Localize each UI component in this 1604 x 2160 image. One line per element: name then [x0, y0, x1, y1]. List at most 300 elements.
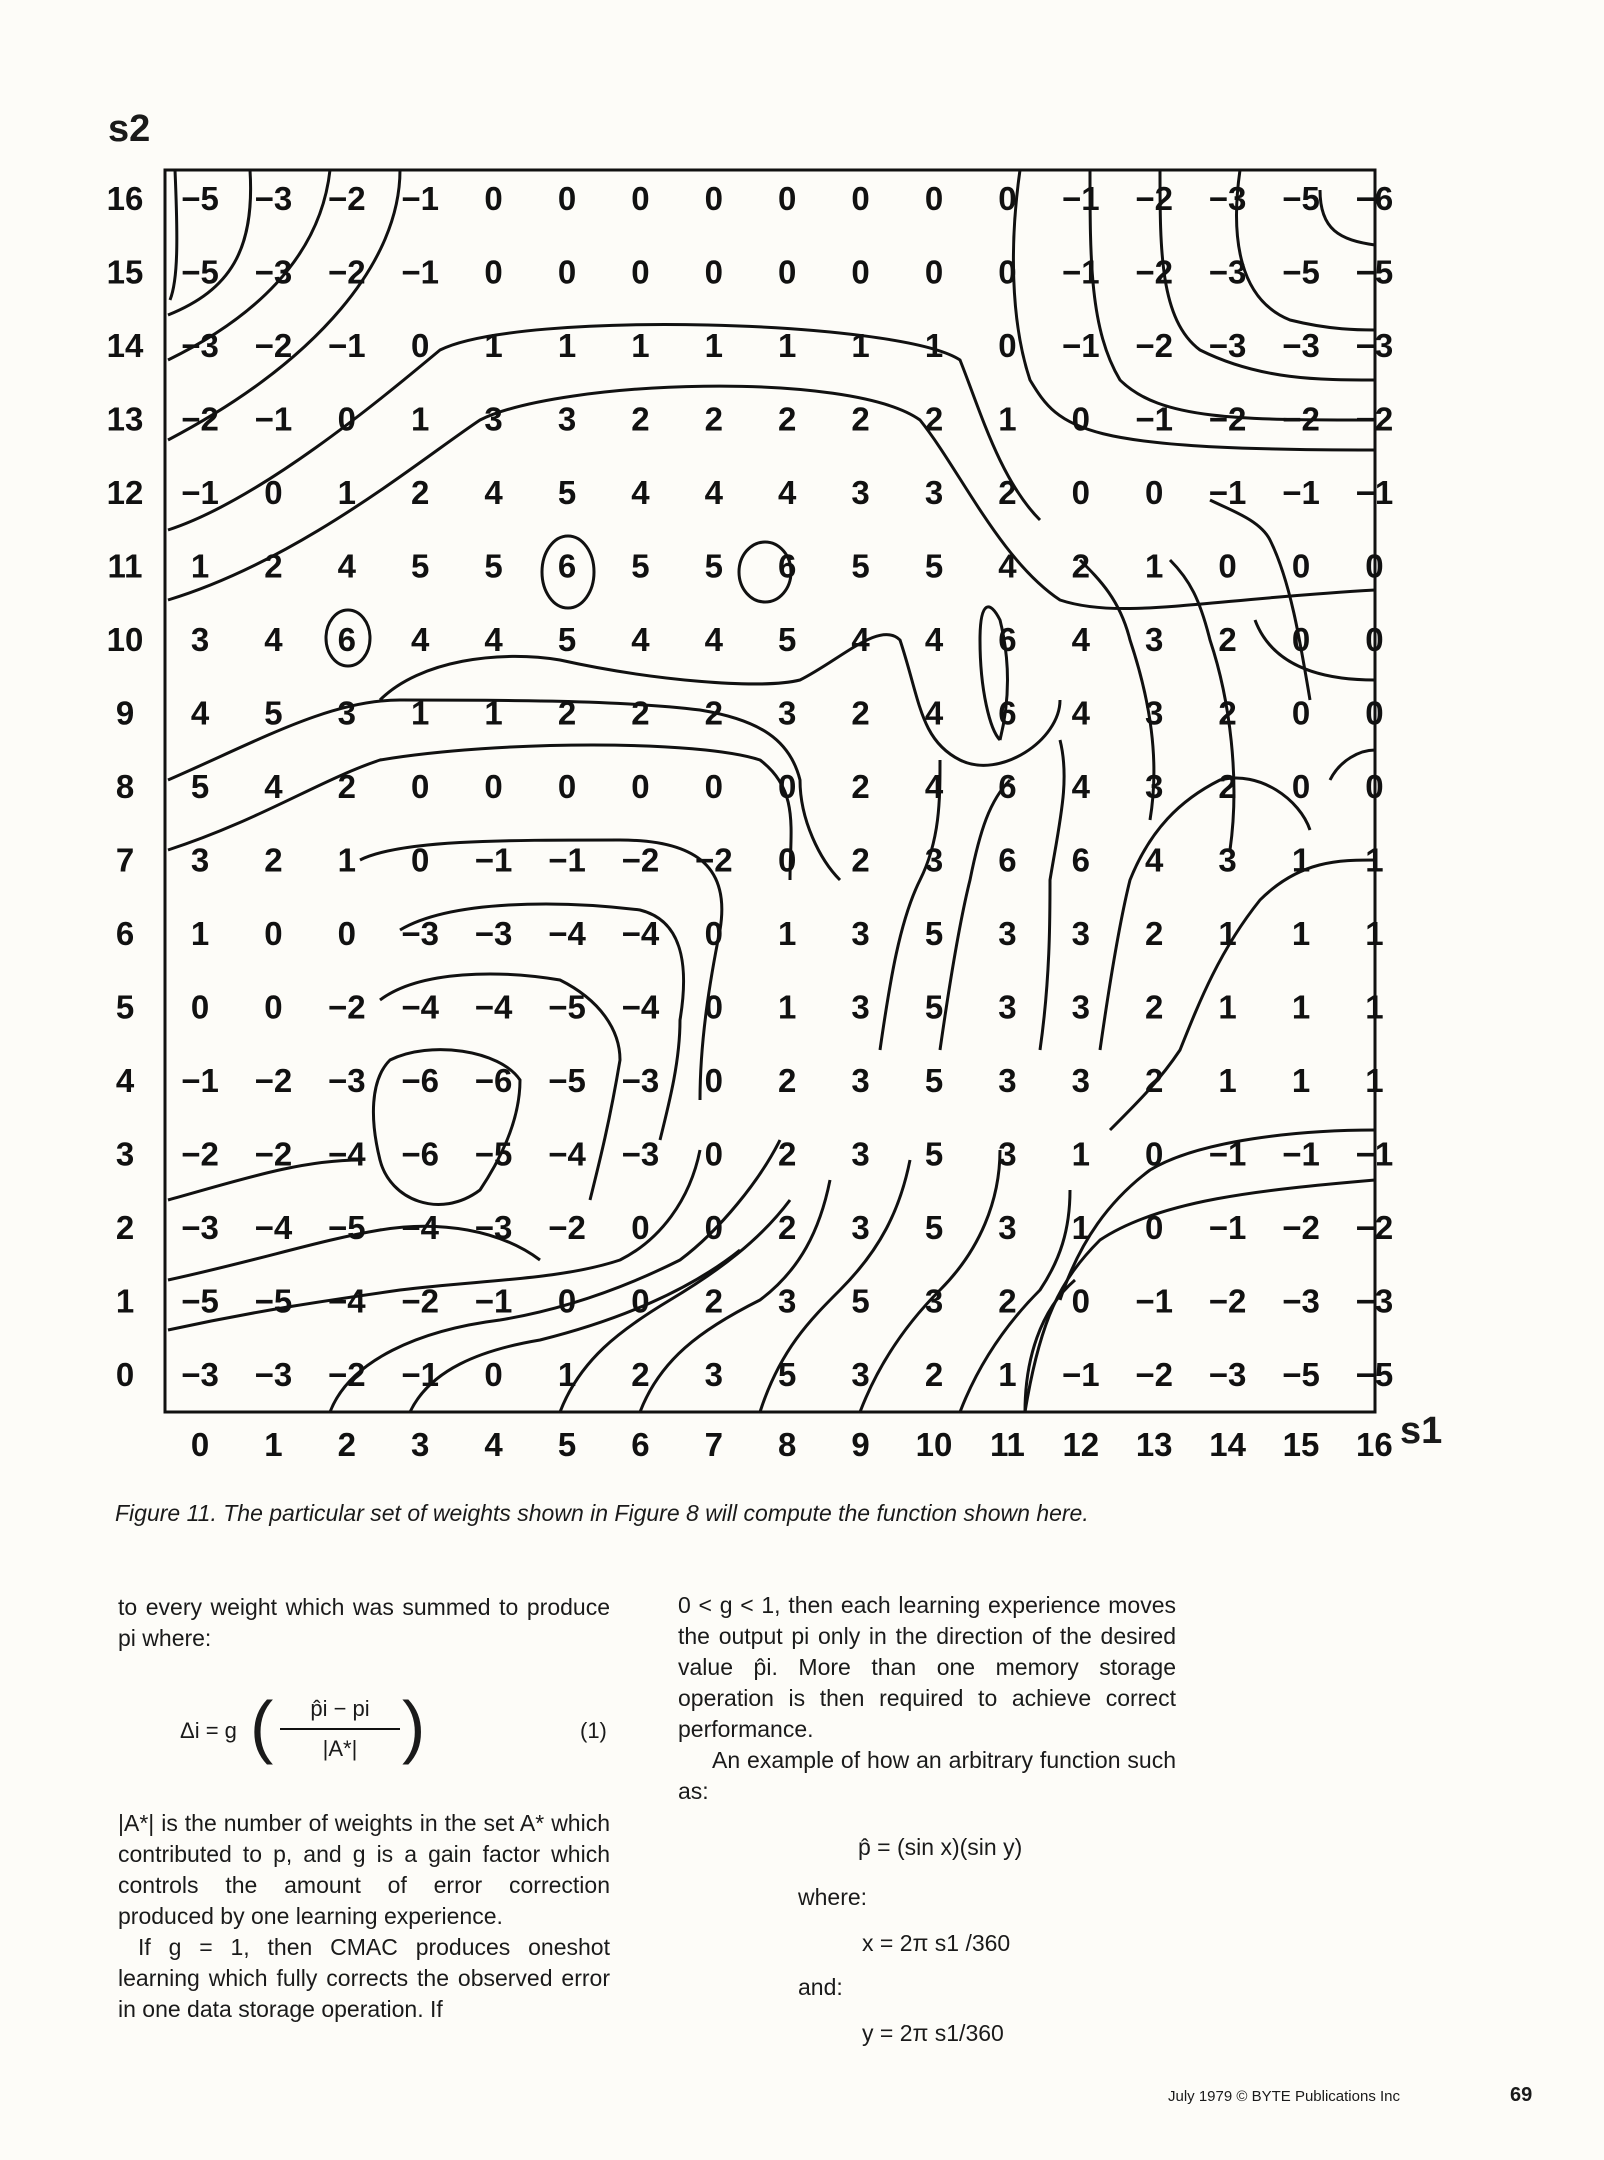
grid-value: −3 [254, 180, 293, 217]
grid-value: 2 [557, 694, 577, 732]
grid-value: −1 [1208, 1209, 1247, 1246]
grid-value: 4 [924, 694, 944, 732]
grid-value: −1 [1208, 474, 1247, 511]
grid-value: −1 [1135, 400, 1174, 438]
grid-value: −1 [327, 327, 366, 364]
grid-value: 1 [411, 694, 430, 732]
s1-tick-label: 12 [1062, 1426, 1100, 1463]
grid-value: 2 [778, 1062, 797, 1099]
s2-tick-label: 11 [107, 547, 143, 585]
grid-value: −2 [621, 841, 660, 879]
grid-value: 5 [484, 547, 503, 585]
grid-value: −2 [327, 180, 366, 217]
s2-tick-label: 12 [106, 474, 144, 511]
grid-value: −4 [254, 1209, 293, 1246]
grid-value: −2 [401, 1282, 440, 1320]
grid-value: −4 [474, 988, 513, 1026]
grid-value: −2 [254, 1135, 293, 1173]
grid-value: 4 [264, 621, 283, 658]
grid-value: −6 [474, 1062, 513, 1099]
s2-tick-label: 10 [106, 621, 144, 658]
grid-value: 3 [1145, 621, 1164, 658]
grid-value: 0 [631, 768, 650, 805]
grid-value: 1 [190, 915, 210, 952]
grid-value: 0 [264, 988, 283, 1026]
grid-value: −4 [621, 915, 660, 952]
grid-value: 2 [778, 1135, 797, 1173]
grid-value: −3 [254, 1356, 293, 1393]
grid-value: 0 [264, 474, 283, 511]
grid-value: 0 [1218, 547, 1237, 585]
grid-value: 3 [924, 474, 944, 511]
grid-value: 4 [631, 474, 650, 511]
grid-value: 5 [411, 547, 430, 585]
grid-value: −4 [327, 1282, 366, 1320]
grid-value: −2 [327, 1356, 366, 1393]
grid-value: 5 [557, 621, 577, 658]
grid-value: 5 [924, 1135, 944, 1173]
grid-value: −2 [1135, 253, 1174, 291]
grid-value: −4 [401, 1209, 440, 1246]
grid-value: −2 [254, 327, 293, 364]
grid-value: 2 [1218, 621, 1237, 658]
contour-line [557, 1200, 790, 1412]
grid-value: −4 [621, 988, 660, 1026]
grid-value: 0 [704, 1135, 723, 1173]
grid-value: 1 [1218, 1062, 1237, 1099]
s1-tick-label: 15 [1282, 1426, 1320, 1463]
grid-value: −1 [474, 1282, 513, 1320]
grid-value: −1 [1061, 1356, 1100, 1393]
grid-value: 0 [631, 1209, 650, 1246]
eq1-numerator: p̂i − pi [310, 1696, 370, 1721]
equation-2: p̂ = (sin x)(sin y) [858, 1834, 1023, 1860]
grid-value: 2 [337, 768, 356, 805]
grid-value: 2 [631, 694, 650, 732]
grid-value: −3 [327, 1062, 366, 1099]
grid-value: 0 [924, 253, 944, 291]
grid-value: 2 [1218, 694, 1237, 732]
grid-value: −5 [181, 1282, 219, 1320]
s1-tick-label: 1 [264, 1426, 283, 1463]
grid-value: 0 [484, 253, 503, 291]
grid-value: 2 [851, 694, 870, 732]
grid-value: −3 [621, 1062, 660, 1099]
grid-value: 4 [704, 474, 723, 511]
grid-value: 4 [1071, 694, 1090, 732]
grid-value: 2 [1145, 988, 1164, 1026]
grid-value: 1 [851, 327, 870, 364]
equation-1 [180, 1687, 620, 1780]
grid-value: 0 [1071, 1282, 1090, 1320]
grid-value: 0 [337, 400, 356, 438]
grid-value: 2 [924, 400, 944, 438]
grid-value: 2 [1145, 915, 1164, 952]
grid-value: 0 [704, 253, 723, 291]
grid-value: 5 [631, 547, 650, 585]
grid-value: 2 [264, 841, 283, 879]
grid-value: −5 [254, 1282, 293, 1320]
grid-value: 3 [190, 841, 210, 879]
s2-tick-label: 14 [106, 327, 144, 364]
grid-value: 2 [704, 400, 723, 438]
s1-tick-label: 6 [631, 1426, 650, 1463]
grid-value: 3 [998, 1209, 1017, 1246]
grid-value: 0 [264, 915, 283, 952]
grid-value: −3 [1282, 327, 1320, 364]
grid-value: 0 [704, 915, 723, 952]
grid-value: 0 [1291, 547, 1311, 585]
grid-value: −6 [401, 1062, 440, 1099]
s2-tick-label: 5 [115, 988, 135, 1026]
grid-value: 0 [631, 180, 650, 217]
s1-tick-label: 7 [704, 1426, 723, 1463]
grid-value: 6 [998, 621, 1017, 658]
grid-value: 0 [1291, 621, 1311, 658]
grid-value: 2 [998, 474, 1017, 511]
grid-value: 0 [484, 1356, 503, 1393]
right-column [678, 1590, 1176, 1807]
grid-value: 0 [851, 180, 870, 217]
grid-value: −2 [181, 400, 219, 438]
grid-value: −1 [181, 474, 219, 511]
grid-value: 0 [1365, 621, 1384, 658]
s2-tick-label: 16 [106, 180, 144, 217]
grid-value: −3 [474, 915, 513, 952]
s1-axis-label: s1 [1400, 1410, 1443, 1452]
grid-value: −5 [181, 253, 219, 291]
contour-line [1080, 560, 1154, 820]
s2-tick-label: 4 [115, 1062, 135, 1099]
grid-value: 2 [851, 841, 870, 879]
grid-value: 3 [1071, 915, 1090, 952]
grid-value: 0 [778, 253, 797, 291]
grid-value: 6 [1071, 841, 1090, 879]
grid-value: 5 [264, 694, 283, 732]
grid-value: 5 [924, 1062, 944, 1099]
grid-value: 0 [998, 180, 1017, 217]
grid-value: 0 [1145, 1135, 1164, 1173]
s2-tick-label: 7 [115, 841, 135, 879]
grid-value: 0 [704, 988, 723, 1026]
grid-value: 5 [924, 1209, 944, 1246]
grid-value: 1 [484, 327, 503, 364]
grid-value: 3 [1218, 841, 1237, 879]
s1-tick-label: 11 [989, 1426, 1025, 1463]
grid-value: 0 [1145, 1209, 1164, 1246]
grid-value: 0 [704, 1062, 723, 1099]
grid-value: −1 [1208, 1135, 1247, 1173]
grid-value: −2 [254, 1062, 293, 1099]
s1-tick-label: 13 [1135, 1426, 1173, 1463]
grid-value: 0 [998, 327, 1017, 364]
grid-value: −1 [1061, 180, 1100, 217]
grid-value: 1 [557, 327, 577, 364]
contour-line [170, 170, 177, 300]
grid-value: −2 [327, 988, 366, 1026]
where-label: where: [798, 1884, 868, 1910]
grid-value: 3 [1071, 1062, 1090, 1099]
grid-value: 3 [851, 1209, 870, 1246]
page-number: 69 [1510, 2084, 1533, 2106]
s1-tick-label: 8 [778, 1426, 797, 1463]
s1-tick-label: 9 [851, 1426, 870, 1463]
grid-value: 0 [778, 180, 797, 217]
grid-value: 0 [557, 1282, 577, 1320]
left-column [118, 1592, 610, 1654]
eq1-denominator: |A*| [322, 1736, 358, 1761]
grid-value: 1 [998, 400, 1017, 438]
grid-value: 4 [998, 547, 1017, 585]
grid-value: 3 [851, 1135, 870, 1173]
grid-value: 0 [851, 253, 870, 291]
grid-value: 2 [704, 694, 723, 732]
grid-value: 1 [704, 327, 723, 364]
grid-value: 3 [1145, 694, 1164, 732]
grid-value: 5 [557, 474, 577, 511]
grid-value: 3 [337, 694, 356, 732]
grid-value: 1 [337, 474, 356, 511]
grid-value: 5 [778, 621, 797, 658]
grid-value: −1 [254, 400, 293, 438]
grid-value: −3 [401, 915, 440, 952]
grid-value: −3 [621, 1135, 660, 1173]
grid-value: 4 [778, 474, 797, 511]
s2-tick-labels [107, 180, 144, 1393]
grid-value: 1 [1365, 988, 1384, 1026]
grid-value: 1 [484, 694, 503, 732]
grid-value: −5 [327, 1209, 366, 1246]
grid-value: −3 [181, 1209, 219, 1246]
grid-value: −2 [1282, 400, 1320, 438]
grid-value: 4 [484, 474, 503, 511]
grid-value: −4 [401, 988, 440, 1026]
grid-value: −2 [548, 1209, 586, 1246]
eq1-lhs: Δi = g [180, 1718, 237, 1743]
grid-value: 1 [778, 915, 797, 952]
grid-value: 0 [337, 915, 356, 952]
grid-value: 0 [557, 768, 577, 805]
s1-tick-labels [191, 1426, 1393, 1463]
grid-value: −3 [181, 1356, 219, 1393]
grid-value: 1 [557, 1356, 577, 1393]
grid-value: 0 [484, 180, 503, 217]
s1-tick-label: 10 [915, 1426, 953, 1463]
grid-value: −5 [474, 1135, 513, 1173]
grid-value: 1 [411, 400, 430, 438]
paragraph: An example of how an arbitrary function such as: [678, 1747, 1176, 1804]
footer-publication: July 1979 © BYTE Publications Inc [1168, 2088, 1401, 2105]
grid-value: 1 [998, 1356, 1017, 1393]
grid-value: −2 [1135, 327, 1174, 364]
grid-value: 0 [484, 768, 503, 805]
grid-value: −1 [1061, 253, 1100, 291]
grid-value: −6 [1355, 180, 1394, 217]
s2-tick-label: 2 [115, 1209, 135, 1246]
grid-value: 1 [1365, 1062, 1384, 1099]
s2-tick-label: 8 [115, 768, 135, 805]
grid-value: 0 [1365, 768, 1384, 805]
s2-tick-label: 1 [115, 1282, 135, 1320]
grid-value: −2 [1135, 1356, 1174, 1393]
grid-value: 3 [1145, 768, 1164, 805]
grid-value: 1 [924, 327, 944, 364]
s1-tick-label: 5 [557, 1426, 577, 1463]
paragraph: If g = 1, then CMAC produces oneshot learning which fully corrects the observed error in one data storage operation. If [118, 1934, 610, 2022]
grid-value: 3 [998, 915, 1017, 952]
grid-value: 3 [851, 1062, 870, 1099]
grid-value: 0 [704, 1209, 723, 1246]
grid-value: −1 [401, 180, 440, 217]
grid-value: 2 [851, 400, 870, 438]
contour-line [168, 325, 1040, 530]
paragraph: |A*| is the number of weights in the set A* which contributed to p, and g is a gain factor which controls the amount of error correction produced by one learning experience. [118, 1810, 610, 1929]
grid-value: 3 [778, 694, 797, 732]
grid-value: −1 [474, 841, 513, 879]
grid-value: 0 [631, 1282, 650, 1320]
grid-value: 3 [1071, 988, 1090, 1026]
grid-value: 4 [704, 621, 723, 658]
grid-value: −2 [1208, 1282, 1247, 1320]
grid-value: 0 [1365, 547, 1384, 585]
grid-value: 3 [557, 400, 577, 438]
grid-value: 2 [411, 474, 430, 511]
grid-value: −5 [1282, 180, 1320, 217]
grid-value: 5 [778, 1356, 797, 1393]
grid-value: −1 [401, 253, 440, 291]
grid-value: 1 [1291, 988, 1311, 1026]
grid-value: −3 [181, 327, 219, 364]
grid-value: 1 [1145, 547, 1164, 585]
grid-value: 5 [704, 547, 723, 585]
grid-value: 0 [1071, 474, 1090, 511]
grid-value: 3 [851, 1356, 870, 1393]
grid-value: −2 [1355, 400, 1394, 438]
s2-tick-label: 3 [115, 1135, 135, 1173]
grid-value: 6 [998, 841, 1017, 879]
grid-value: 3 [998, 988, 1017, 1026]
grid-value: −1 [1355, 1135, 1394, 1173]
grid-value: 6 [337, 621, 356, 658]
grid-value: 2 [778, 400, 797, 438]
grid-value: 4 [1145, 841, 1164, 879]
grid-value: 3 [190, 621, 210, 658]
s2-tick-label: 13 [106, 400, 144, 438]
grid-value: −3 [474, 1209, 513, 1246]
grid-value: −2 [1282, 1209, 1320, 1246]
grid-value: 4 [411, 621, 430, 658]
grid-value: 1 [1291, 915, 1311, 952]
grid-value: 2 [1071, 547, 1090, 585]
grid-value: 3 [851, 915, 870, 952]
grid-value: −3 [1355, 1282, 1394, 1320]
grid-value: 6 [998, 694, 1017, 732]
and-label: and: [798, 1974, 843, 2000]
grid-value: −3 [1208, 253, 1247, 291]
fraction-bar [280, 1728, 400, 1730]
grid-value: 2 [631, 400, 650, 438]
grid-value: 2 [631, 1356, 650, 1393]
grid-value: −3 [254, 253, 293, 291]
grid-value: 0 [411, 768, 430, 805]
grid-value: 3 [998, 1135, 1017, 1173]
grid-value: 5 [924, 915, 944, 952]
grid-value: −1 [1061, 327, 1100, 364]
s1-tick-label: 0 [190, 1426, 210, 1463]
grid-value: 4 [264, 768, 283, 805]
grid-value: −3 [1208, 1356, 1247, 1393]
grid-value: 2 [704, 1282, 723, 1320]
grid-value: −3 [1208, 180, 1247, 217]
grid-value: 1 [778, 327, 797, 364]
grid-value: 4 [484, 621, 503, 658]
grid-value: 0 [631, 253, 650, 291]
grid-value: 2 [1145, 1062, 1164, 1099]
grid-value: 1 [1071, 1135, 1090, 1173]
grid-value: 0 [190, 988, 210, 1026]
grid-value: 2 [851, 768, 870, 805]
grid-value: 3 [851, 988, 870, 1026]
grid-value: −1 [548, 841, 586, 879]
grid-value: 0 [557, 253, 577, 291]
grid-value: 3 [924, 841, 944, 879]
grid-value: 4 [851, 621, 870, 658]
left-column-continued [118, 1808, 610, 2025]
equation-3: x = 2π s1 /360 [862, 1930, 1011, 1956]
grid-value: 3 [998, 1062, 1017, 1099]
grid-value: −5 [1282, 253, 1320, 291]
grid-value: 5 [924, 988, 944, 1026]
grid-value: −2 [1208, 400, 1247, 438]
grid-value: 0 [924, 180, 944, 217]
grid-value: 3 [484, 400, 503, 438]
grid-value: −2 [181, 1135, 219, 1173]
grid-value: −5 [548, 988, 586, 1026]
value-grid [181, 180, 1393, 1393]
s1-tick-label: 4 [484, 1426, 503, 1463]
grid-value: 0 [1145, 474, 1164, 511]
grid-value: −4 [548, 1135, 586, 1173]
grid-value: 4 [1071, 621, 1090, 658]
grid-value: 1 [337, 841, 356, 879]
grid-value: −1 [1282, 1135, 1320, 1173]
grid-value: −2 [1355, 1209, 1394, 1246]
grid-value: −5 [1355, 1356, 1394, 1393]
grid-value: 4 [924, 621, 944, 658]
grid-value: 1 [1365, 915, 1384, 952]
contour-line [1040, 740, 1064, 1050]
grid-value: 0 [998, 253, 1017, 291]
grid-value: −1 [401, 1356, 440, 1393]
s1-tick-label: 3 [411, 1426, 430, 1463]
grid-value: 4 [631, 621, 650, 658]
grid-value: 5 [190, 768, 210, 805]
grid-value: 1 [1291, 841, 1311, 879]
grid-value: 4 [337, 547, 356, 585]
grid-value: 0 [411, 841, 430, 879]
grid-value: 2 [998, 1282, 1017, 1320]
grid-value: 6 [557, 547, 577, 585]
grid-value: 1 [1218, 988, 1237, 1026]
grid-value: −5 [181, 180, 219, 217]
grid-value: 0 [557, 180, 577, 217]
grid-value: 2 [924, 1356, 944, 1393]
grid-value: 5 [851, 1282, 870, 1320]
grid-value: 3 [778, 1282, 797, 1320]
grid-value: 1 [190, 547, 210, 585]
grid-value: −1 [1135, 1282, 1174, 1320]
grid-value: 0 [1365, 694, 1384, 732]
